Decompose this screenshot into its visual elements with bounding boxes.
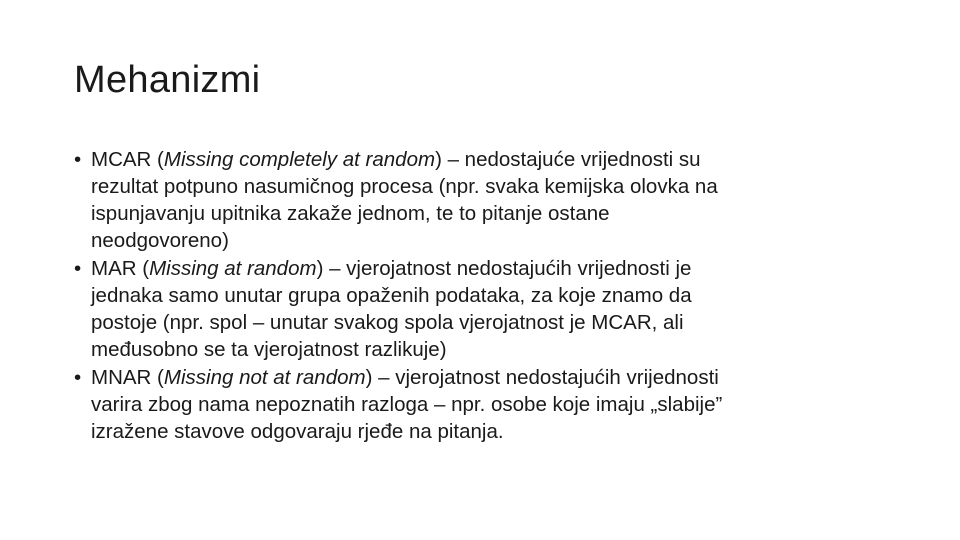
- bullet-item-mnar: [74, 364, 904, 445]
- bullet-line: jednaka samo unutar grupa opaženih podataka, za koje znamo da: [91, 284, 692, 307]
- bullet-first-line: [91, 146, 904, 173]
- bullet-line: neodgovoreno): [91, 229, 229, 252]
- bullet-line: ispunjavanju upitnika zakaže jednom, te to pitanje ostane: [91, 202, 610, 225]
- bullet-lead: MAR (: [91, 257, 150, 280]
- bullet-tail: ) – vjerojatnost nedostajućih vrijednosti: [365, 366, 719, 389]
- bullet-marker: •: [74, 366, 82, 389]
- bullet-first-line: [91, 364, 904, 391]
- bullet-lead: MNAR (: [91, 366, 164, 389]
- bullet-first-line: [91, 255, 904, 282]
- bullet-list: [74, 146, 904, 446]
- bullet-term: Missing completely at random: [163, 148, 436, 171]
- bullet-item-mar: [74, 255, 904, 363]
- bullet-line: izražene stavove odgovaraju rjeđe na pitanja.: [91, 420, 504, 443]
- bullet-tail: ) – nedostajuće vrijednosti su: [435, 148, 701, 171]
- bullet-lead: MCAR (: [91, 148, 164, 171]
- bullet-line: varira zbog nama nepoznatih razloga – npr. osobe koje imaju „slabije”: [91, 393, 723, 416]
- bullet-tail: ) – vjerojatnost nedostajućih vrijednosti je: [316, 257, 692, 280]
- bullet-marker: •: [74, 148, 82, 171]
- bullet-line: postoje (npr. spol – unutar svakog spola vjerojatnost je MCAR, ali: [91, 311, 684, 334]
- slide-title: Mehanizmi: [74, 59, 261, 101]
- bullet-line: međusobno se ta vjerojatnost razlikuje): [91, 338, 447, 361]
- bullet-term: Missing not at random: [163, 366, 366, 389]
- bullet-item-mcar: [74, 146, 904, 254]
- bullet-marker: •: [74, 257, 82, 280]
- bullet-term: Missing at random: [149, 257, 317, 280]
- bullet-line: rezultat potpuno nasumičnog procesa (npr. svaka kemijska olovka na: [91, 175, 718, 198]
